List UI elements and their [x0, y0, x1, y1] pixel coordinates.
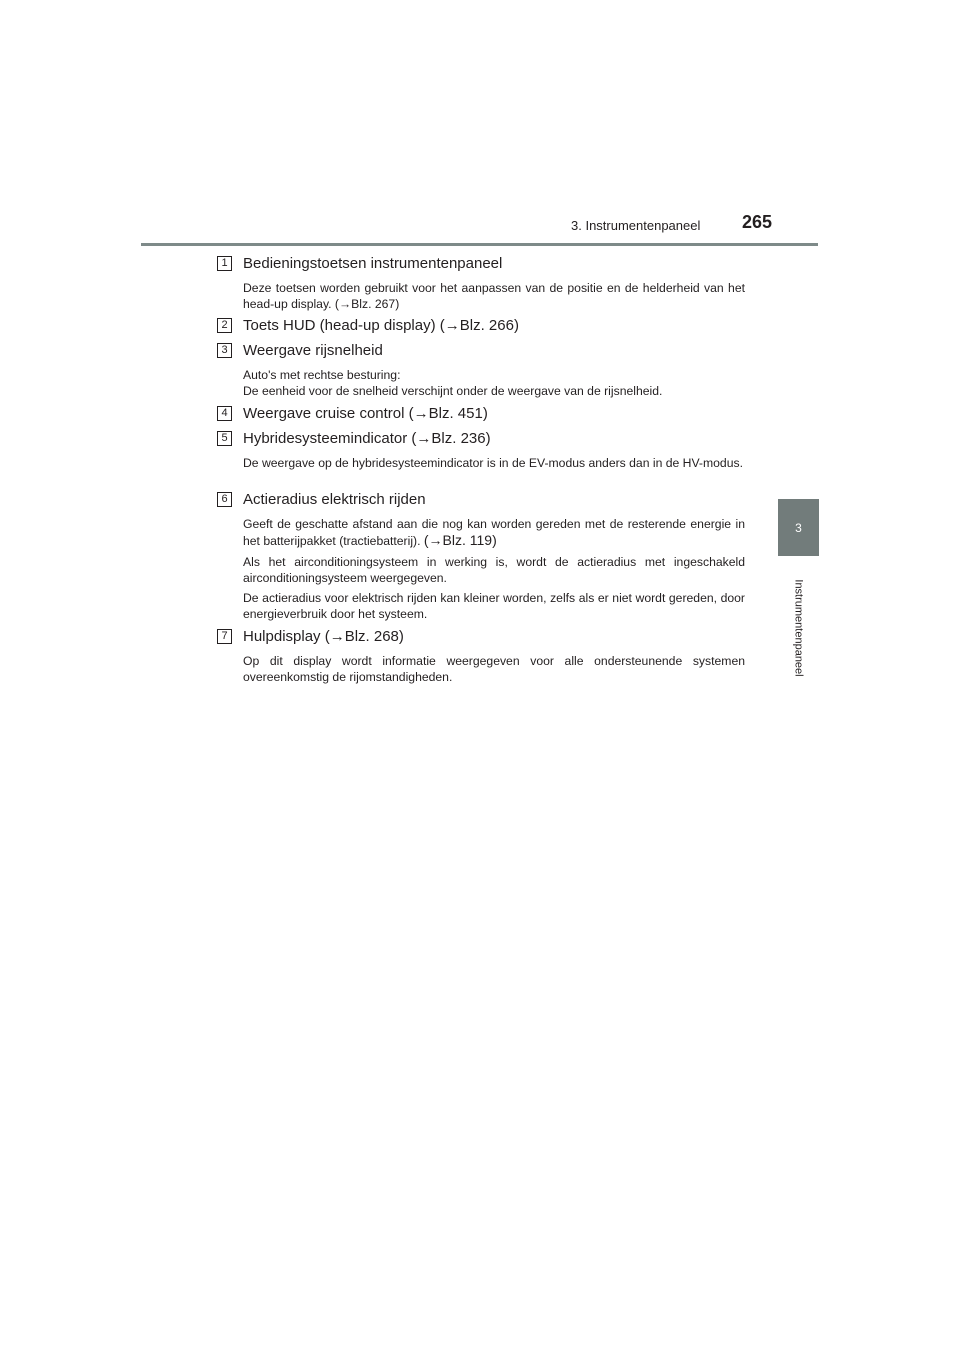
- item-number-badge: 1: [217, 256, 232, 271]
- item-number-badge: 4: [217, 406, 232, 421]
- page-number: 265: [742, 212, 773, 232]
- item-number-badge: 6: [217, 492, 232, 507]
- item-description: De weergave op de hybridesysteemindicator is in de EV-modus anders dan in de HV-modus.: [243, 456, 743, 470]
- chapter-tab-number[interactable]: 3: [778, 499, 819, 556]
- item-title: Weergave cruise control (→Blz. 451): [243, 405, 488, 422]
- item-description: Auto's met rechtse besturing:: [243, 368, 401, 382]
- item-number-badge: 5: [217, 431, 232, 446]
- item-number-badge: 2: [217, 318, 232, 333]
- item-title: Actieradius elektrisch rijden: [243, 491, 426, 508]
- item-description: De actieradius voor elektrisch rijden kan kleiner worden, zelfs als er niet wordt gereden, door energieverbruik door het systeem.: [243, 591, 745, 621]
- item-description: De eenheid voor de snelheid verschijnt onder de weergave van de rijsnelheid.: [243, 384, 663, 398]
- item-title: Toets HUD (head-up display) (→Blz. 266): [243, 317, 519, 334]
- item-title: Hybridesysteemindicator (→Blz. 236): [243, 430, 491, 447]
- header-divider: [141, 243, 818, 246]
- item-description: Geeft de geschatte afstand aan die nog kan worden gereden met de resterende energie in het batterijpakket (tractiebatterij). (→Blz. 119): [243, 517, 745, 548]
- item-description: Deze toetsen worden gebruikt voor het aanpassen van de positie en de helderheid van het head-up display. (→Blz. 267): [243, 281, 745, 311]
- page-reference: (→Blz. 119): [423, 531, 497, 548]
- item-title: Bedieningstoetsen instrumentenpaneel: [243, 255, 503, 272]
- chapter-tab-label: Instrumentenpaneel: [793, 579, 806, 677]
- item-number-badge: 3: [217, 343, 232, 358]
- item-description: Op dit display wordt informatie weergegeven voor alle ondersteunende systemen overeenkomstig de rijomstandigheden.: [243, 654, 745, 684]
- section-title: 3. Instrumentenpaneel: [571, 218, 701, 233]
- item-number-badge: 7: [217, 629, 232, 644]
- item-title: Hulpdisplay (→Blz. 268): [243, 628, 404, 645]
- item-description: Als het airconditioningsysteem in werking is, wordt de actieradius met ingeschakeld airconditioningsysteem weergegeven.: [243, 555, 745, 585]
- item-title: Weergave rijsnelheid: [243, 342, 383, 359]
